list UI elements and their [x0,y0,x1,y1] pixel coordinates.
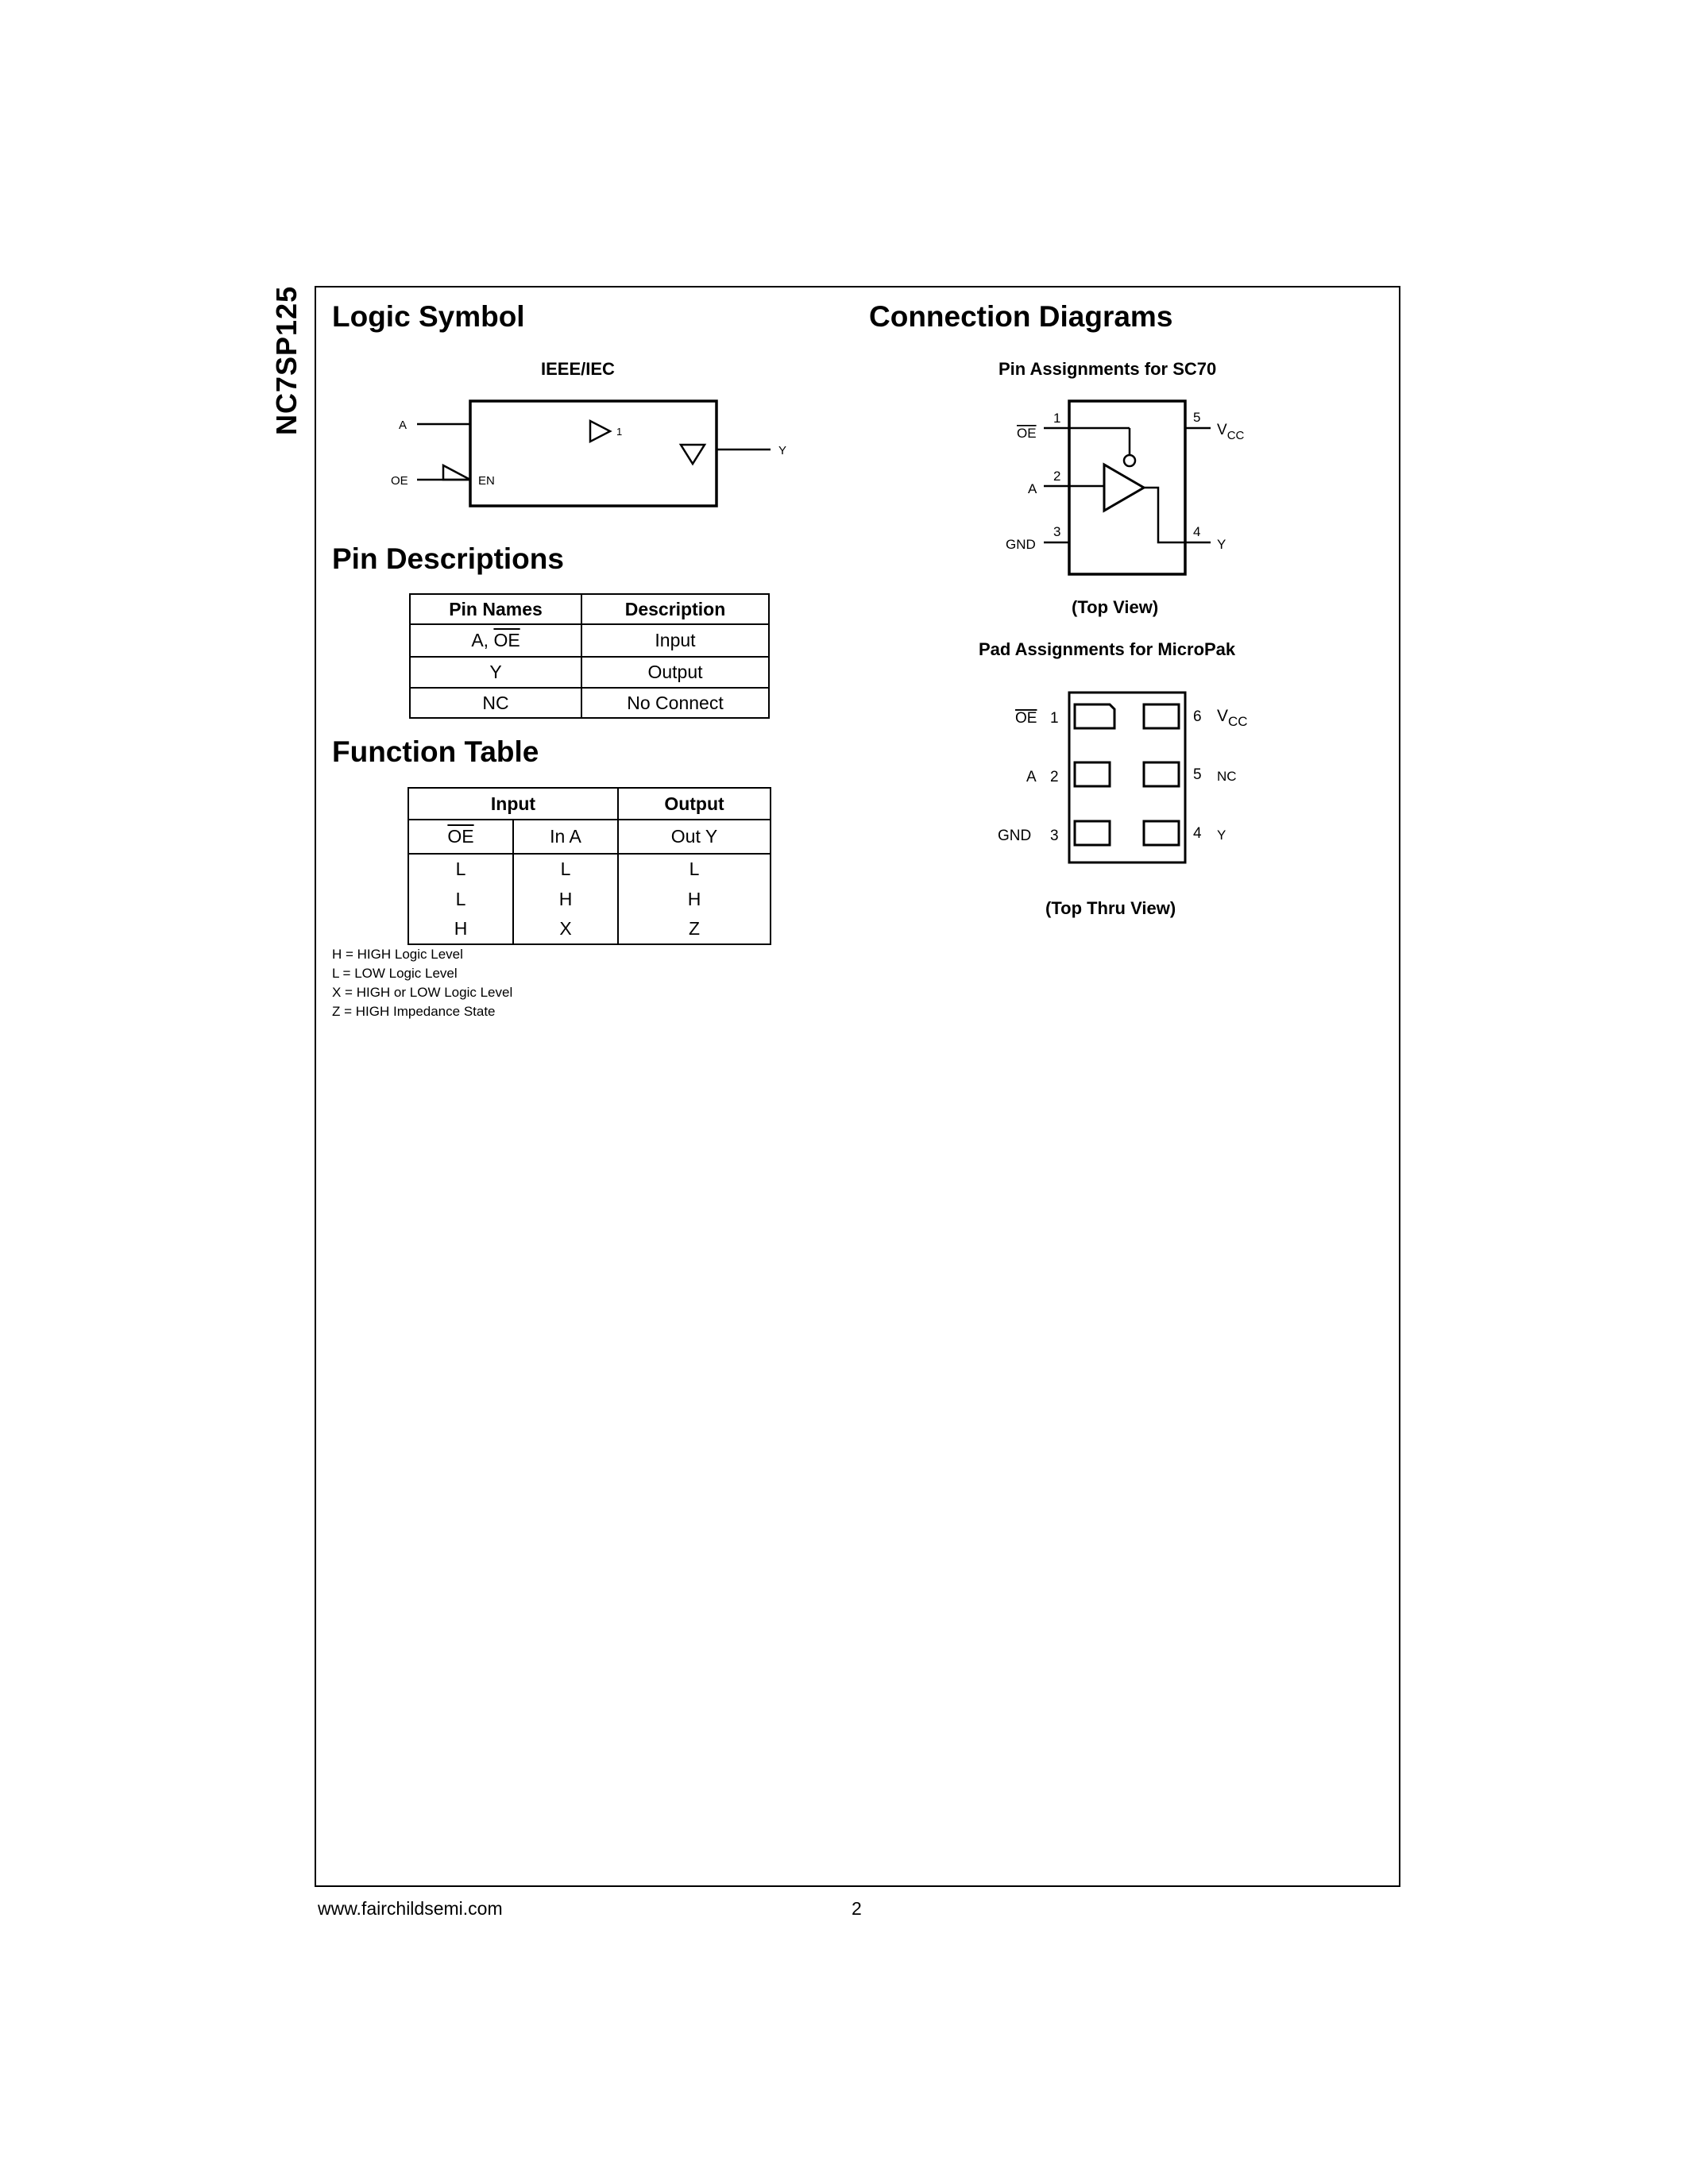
sc70-pin4-name: Y [1217,537,1226,552]
function-table [408,787,771,945]
logic-label-oe: OE [391,474,408,488]
legend-note: L = LOW Logic Level [332,966,458,981]
pad1-marker-icon [1075,704,1114,728]
buffer-triangle-icon [590,421,610,442]
part-number-vertical-title: NC7SP125 [270,285,303,435]
micropak-pad4-name: Y [1217,828,1226,843]
sc70-pin2-number: 2 [1053,469,1061,484]
col-header-out-y: Out Y [618,820,771,854]
col-header-description: Description [581,594,769,624]
table-row [410,688,769,718]
enable-triangle-icon [443,465,470,480]
sc70-caption: (Top View) [1072,597,1159,617]
sc70-pin1-name: OE [1017,426,1037,441]
micropak-pad2-number: 2 [1050,769,1059,785]
pin-descriptions-heading: Pin Descriptions [332,542,564,575]
cell-in-a: X [513,914,618,944]
ieee-iec-subtitle: IEEE/IEC [541,359,615,379]
micropak-pad-diagram [993,683,1271,870]
sc70-pin2-name: A [1028,481,1037,496]
cell-oe: L [408,854,513,884]
sc70-pin3-number: 3 [1053,524,1061,539]
logic-label-y: Y [778,444,787,457]
micropak-caption: (Top Thru View) [1045,898,1176,918]
connection-diagrams-heading: Connection Diagrams [869,300,1173,333]
pad3 [1075,821,1110,845]
table-row [408,854,771,884]
table-row [410,657,769,688]
cell-out-y: L [618,854,771,884]
cell-in-a: H [513,884,618,914]
logic-symbol-diagram [381,389,810,528]
logic-symbol-heading: Logic Symbol [332,300,525,333]
pin-name-cell: Y [410,657,581,688]
micropak-pad5-number: 5 [1193,766,1202,783]
group-header-output: Output [618,788,771,820]
micropak-pad3-number: 3 [1050,828,1059,844]
cell-oe: L [408,884,513,914]
micropak-pad6-name: $V_{CC}$ [1217,707,1248,729]
col-header-oe: $\overline{OE}$ [408,820,513,854]
pin-description-cell: Input [581,624,769,657]
sc70-title: Pin Assignments for SC70 [999,359,1217,379]
table-row [408,914,771,944]
table-header-row [410,594,769,624]
pin4-trace [1144,488,1185,542]
three-state-output-icon [681,445,705,464]
page-number: 2 [852,1898,862,1919]
col-header-pin-names: Pin Names [410,594,581,624]
pad4 [1144,821,1179,845]
micropak-pad1-number: 1 [1050,710,1059,727]
buffer-triangle-icon [1104,465,1144,511]
micropak-package-outline [1069,693,1185,862]
micropak-pad3-name: GND [998,828,1032,844]
logic-label-1: 1 [616,426,623,438]
legend-note: H = HIGH Logic Level [332,947,463,962]
pin-name-cell: NC [410,688,581,718]
footer-url: www.fairchildsemi.com [318,1898,503,1919]
pin-descriptions-table [409,593,770,719]
group-header-input: Input [408,788,618,820]
sc70-package-outline [1069,401,1185,574]
micropak-pad6-number: 6 [1193,708,1202,725]
cell-oe: H [408,914,513,944]
cell-out-y: Z [618,914,771,944]
legend-note: Z = HIGH Impedance State [332,1004,496,1019]
function-table-heading: Function Table [332,735,539,768]
pin-description-cell: Output [581,657,769,688]
micropak-pad4-number: 4 [1193,825,1202,842]
sc70-pinout-diagram [993,393,1271,584]
inverting-bubble-icon [1124,455,1135,466]
micropak-pad2-name: A [1026,769,1037,785]
legend-note: X = HIGH or LOW Logic Level [332,985,513,1000]
micropak-pad5-name: NC [1217,769,1237,784]
logic-label-en: EN [478,474,495,488]
sc70-pin5-number: 5 [1193,410,1201,425]
cell-in-a: L [513,854,618,884]
sc70-pin5-name: $V_{CC}$ [1217,422,1245,442]
pad5 [1144,762,1179,786]
col-header-row [408,820,771,854]
sc70-pin1-number: 1 [1053,411,1061,426]
pin-description-cell: No Connect [581,688,769,718]
cell-out-y: H [618,884,771,914]
table-row [410,624,769,657]
micropak-pad1-name: OE [1015,710,1037,727]
col-header-in-a: In A [513,820,618,854]
table-row [408,884,771,914]
logic-label-a: A [399,419,408,432]
group-header-row [408,788,771,820]
logic-symbol-box [470,401,717,506]
sc70-pin4-number: 4 [1193,524,1201,539]
pad6 [1144,704,1179,728]
micropak-title: Pad Assignments for MicroPak [979,639,1236,659]
sc70-pin3-name: GND [1006,537,1036,552]
pad2 [1075,762,1110,786]
pin-name-cell: A, $\overline{OE}$ [410,624,581,657]
